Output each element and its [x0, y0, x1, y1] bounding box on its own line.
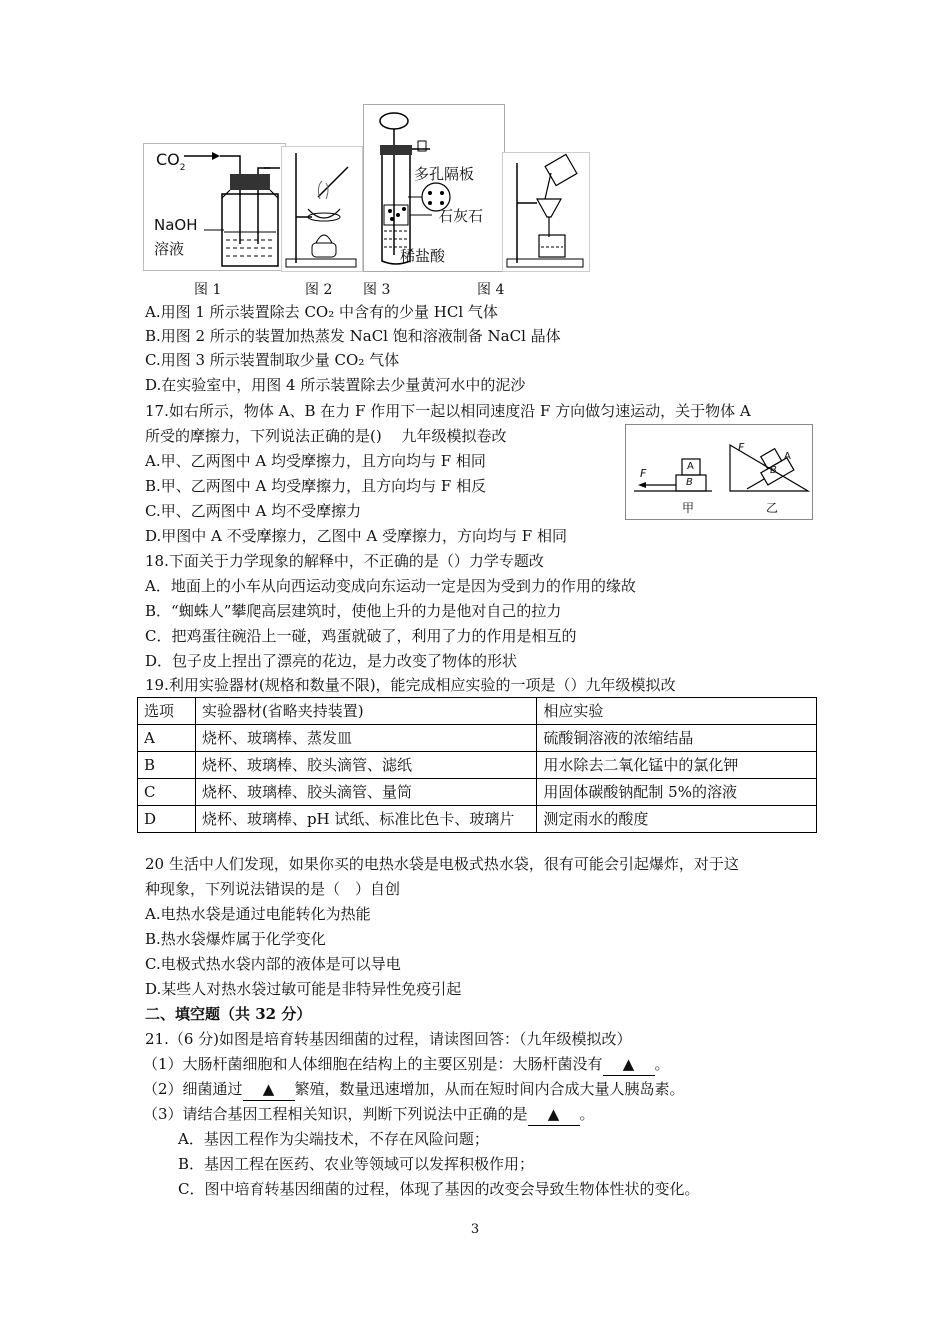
- q20-stem-line2: 种现象，下列说法错误的是（ ）自创: [145, 880, 401, 898]
- q19-options-table: [137, 697, 817, 833]
- q21-option-b: B．基因工程在医药、农业等领域可以发挥积极作用；: [178, 1155, 535, 1173]
- q18-option-a: A．地面上的小车从向西运动变成向东运动一定是因为受到力的作用的缘故: [145, 577, 636, 595]
- evaporation-setup-diagram: [282, 147, 362, 271]
- q21-part1: （1）大肠杆菌细胞和人体细胞在结构上的主要区别是：大肠杆菌没有 ▲ 。: [143, 1053, 670, 1076]
- q16-option-a: A.用图 1 所示装置除去 CO₂ 中含有的少量 HCl 气体: [145, 303, 498, 321]
- table-row: [138, 779, 817, 806]
- figure-4: [502, 152, 590, 272]
- q21-option-c: C．图中培育转基因细菌的过程，体现了基因的改变会导致生物体性状的变化。: [178, 1180, 700, 1198]
- q16-option-b: B.用图 2 所示的装置加热蒸发 NaCl 饱和溶液制备 NaCl 晶体: [145, 327, 561, 345]
- block-b-label-yi: B: [770, 465, 777, 476]
- q18-option-b: B．“蜘蛛人”攀爬高层建筑时，使他上升的力是他对自己的拉力: [145, 602, 562, 620]
- figure-label-4: 图 4: [477, 282, 505, 298]
- diagram-label-jia: 甲: [682, 501, 695, 515]
- figure-1: [143, 143, 286, 271]
- q20-option-b: B.热水袋爆炸属于化学变化: [145, 930, 326, 948]
- q17-stem-line1: 17.如右所示，物体 A、B 在力 F 作用下一起以相同速度沿 F 方向做匀速运动，关于物体 A: [145, 402, 751, 420]
- q19-stem: 19.利用实验器材(规格和数量不限)，能完成相应实验的一项是（）九年级模拟改: [145, 676, 676, 694]
- filtration-setup-diagram: [503, 153, 589, 271]
- row-option: D: [138, 806, 196, 833]
- q20-option-d: D.某些人对热水袋过敏可能是非特异性免疫引起: [145, 980, 462, 998]
- q20-stem-line1: 20 生活中人们发现，如果你买的电热水袋是电极式热水袋，很有可能会引起爆炸，对于这: [145, 855, 739, 873]
- row-option: A: [138, 725, 196, 752]
- figure-label-2: 图 2: [305, 282, 333, 298]
- figure-label-1: 图 1: [194, 282, 222, 298]
- row-option: B: [138, 752, 196, 779]
- naoh-label: NaOH: [154, 216, 198, 234]
- q16-option-d: D.在实验室中，用图 4 所示装置除去少量黄河水中的泥沙: [145, 376, 526, 394]
- q16-option-c: C.用图 3 所示装置制取少量 CO₂ 气体: [145, 351, 400, 369]
- q21-part3: （3）请结合基因工程相关知识，判断下列说法中正确的是 ▲ 。: [143, 1103, 595, 1126]
- page-number: 3: [470, 1222, 480, 1237]
- q17-stem-line2: 所受的摩擦力，下列说法正确的是() 九年级模拟卷改: [145, 427, 507, 445]
- table-row: [138, 752, 817, 779]
- block-b-label-jia: B: [686, 477, 693, 488]
- porous-plate-label: 多孔隔板: [414, 165, 475, 183]
- q21-stem: 21.（6 分)如图是培育转基因细菌的过程，请读图回答：（九年级模拟改）: [145, 1030, 632, 1048]
- header-equipment: 实验器材(省略夹持装置): [195, 698, 536, 725]
- solution-label: 溶液: [154, 240, 185, 258]
- figure-3: [363, 104, 505, 272]
- block-a-label-yi: A: [784, 451, 791, 462]
- q20-option-a: A.电热水袋是通过电能转化为热能: [145, 905, 371, 923]
- row-option: C: [138, 779, 196, 806]
- co2-label: $CO_2$: [156, 150, 186, 173]
- force-label-jia: F: [640, 467, 647, 480]
- header-experiment: 相应实验: [537, 698, 817, 725]
- answer-blank-2[interactable]: ▲: [243, 1078, 295, 1101]
- q21-option-a: A．基因工程作为尖端技术，不存在风险问题；: [178, 1130, 489, 1148]
- figure-label-3: 图 3: [363, 282, 391, 298]
- row-equipment: 烧杯、玻璃棒、蒸发皿: [195, 725, 536, 752]
- row-equipment: 烧杯、玻璃棒、胶头滴管、量筒: [195, 779, 536, 806]
- q17-friction-diagram: [625, 424, 813, 520]
- q20-option-c: C.电极式热水袋内部的液体是可以导电: [145, 955, 401, 973]
- answer-blank-3[interactable]: ▲: [528, 1103, 580, 1126]
- row-experiment: 用固体碳酸钠配制 5%的溶液: [537, 779, 817, 806]
- figure-2: [281, 146, 363, 272]
- answer-blank-1[interactable]: ▲: [603, 1053, 655, 1076]
- q18-option-d: D．包子皮上捏出了漂亮的花边，是力改变了物体的形状: [145, 652, 518, 670]
- table-header-row: [138, 698, 817, 725]
- row-experiment: 硫酸铜溶液的浓缩结晶: [537, 725, 817, 752]
- row-experiment: 测定雨水的酸度: [537, 806, 817, 833]
- row-equipment: 烧杯、玻璃棒、胶头滴管、滤纸: [195, 752, 536, 779]
- q18-stem: 18.下面关于力学现象的解释中，不正确的是（）力学专题改: [145, 552, 544, 570]
- q18-option-c: C．把鸡蛋往碗沿上一碰，鸡蛋就破了，利用了力的作用是相互的: [145, 627, 577, 645]
- row-equipment: 烧杯、玻璃棒、pH 试纸、标准比色卡、玻璃片: [195, 806, 536, 833]
- table-row: [138, 725, 817, 752]
- limestone-label: 石灰石: [438, 207, 484, 225]
- q17-option-d: D.甲图中 A 不受摩擦力，乙图中 A 受摩擦力，方向均与 F 相同: [145, 527, 567, 545]
- table-row: [138, 806, 817, 833]
- q17-option-b: B.甲、乙两图中 A 均受摩擦力，且方向均与 F 相反: [145, 477, 487, 495]
- force-label-yi: F: [738, 441, 745, 454]
- diagram-label-yi: 乙: [766, 501, 779, 515]
- header-option: 选项: [138, 698, 196, 725]
- q17-option-a: A.甲、乙两图中 A 均受摩擦力，且方向均与 F 相同: [145, 452, 486, 470]
- row-experiment: 用水除去二氧化锰中的氯化钾: [537, 752, 817, 779]
- section-heading: 二、填空题（共 32 分）: [145, 1005, 312, 1023]
- hydrochloric-acid-label: 稀盐酸: [400, 247, 446, 265]
- q17-option-c: C.甲、乙两图中 A 均不受摩擦力: [145, 502, 362, 520]
- block-a-label-jia: A: [687, 461, 694, 472]
- q21-part2: （2）细菌通过 ▲ 繁殖，数量迅速增加，从而在短时间内合成大量人胰岛素。: [143, 1078, 685, 1101]
